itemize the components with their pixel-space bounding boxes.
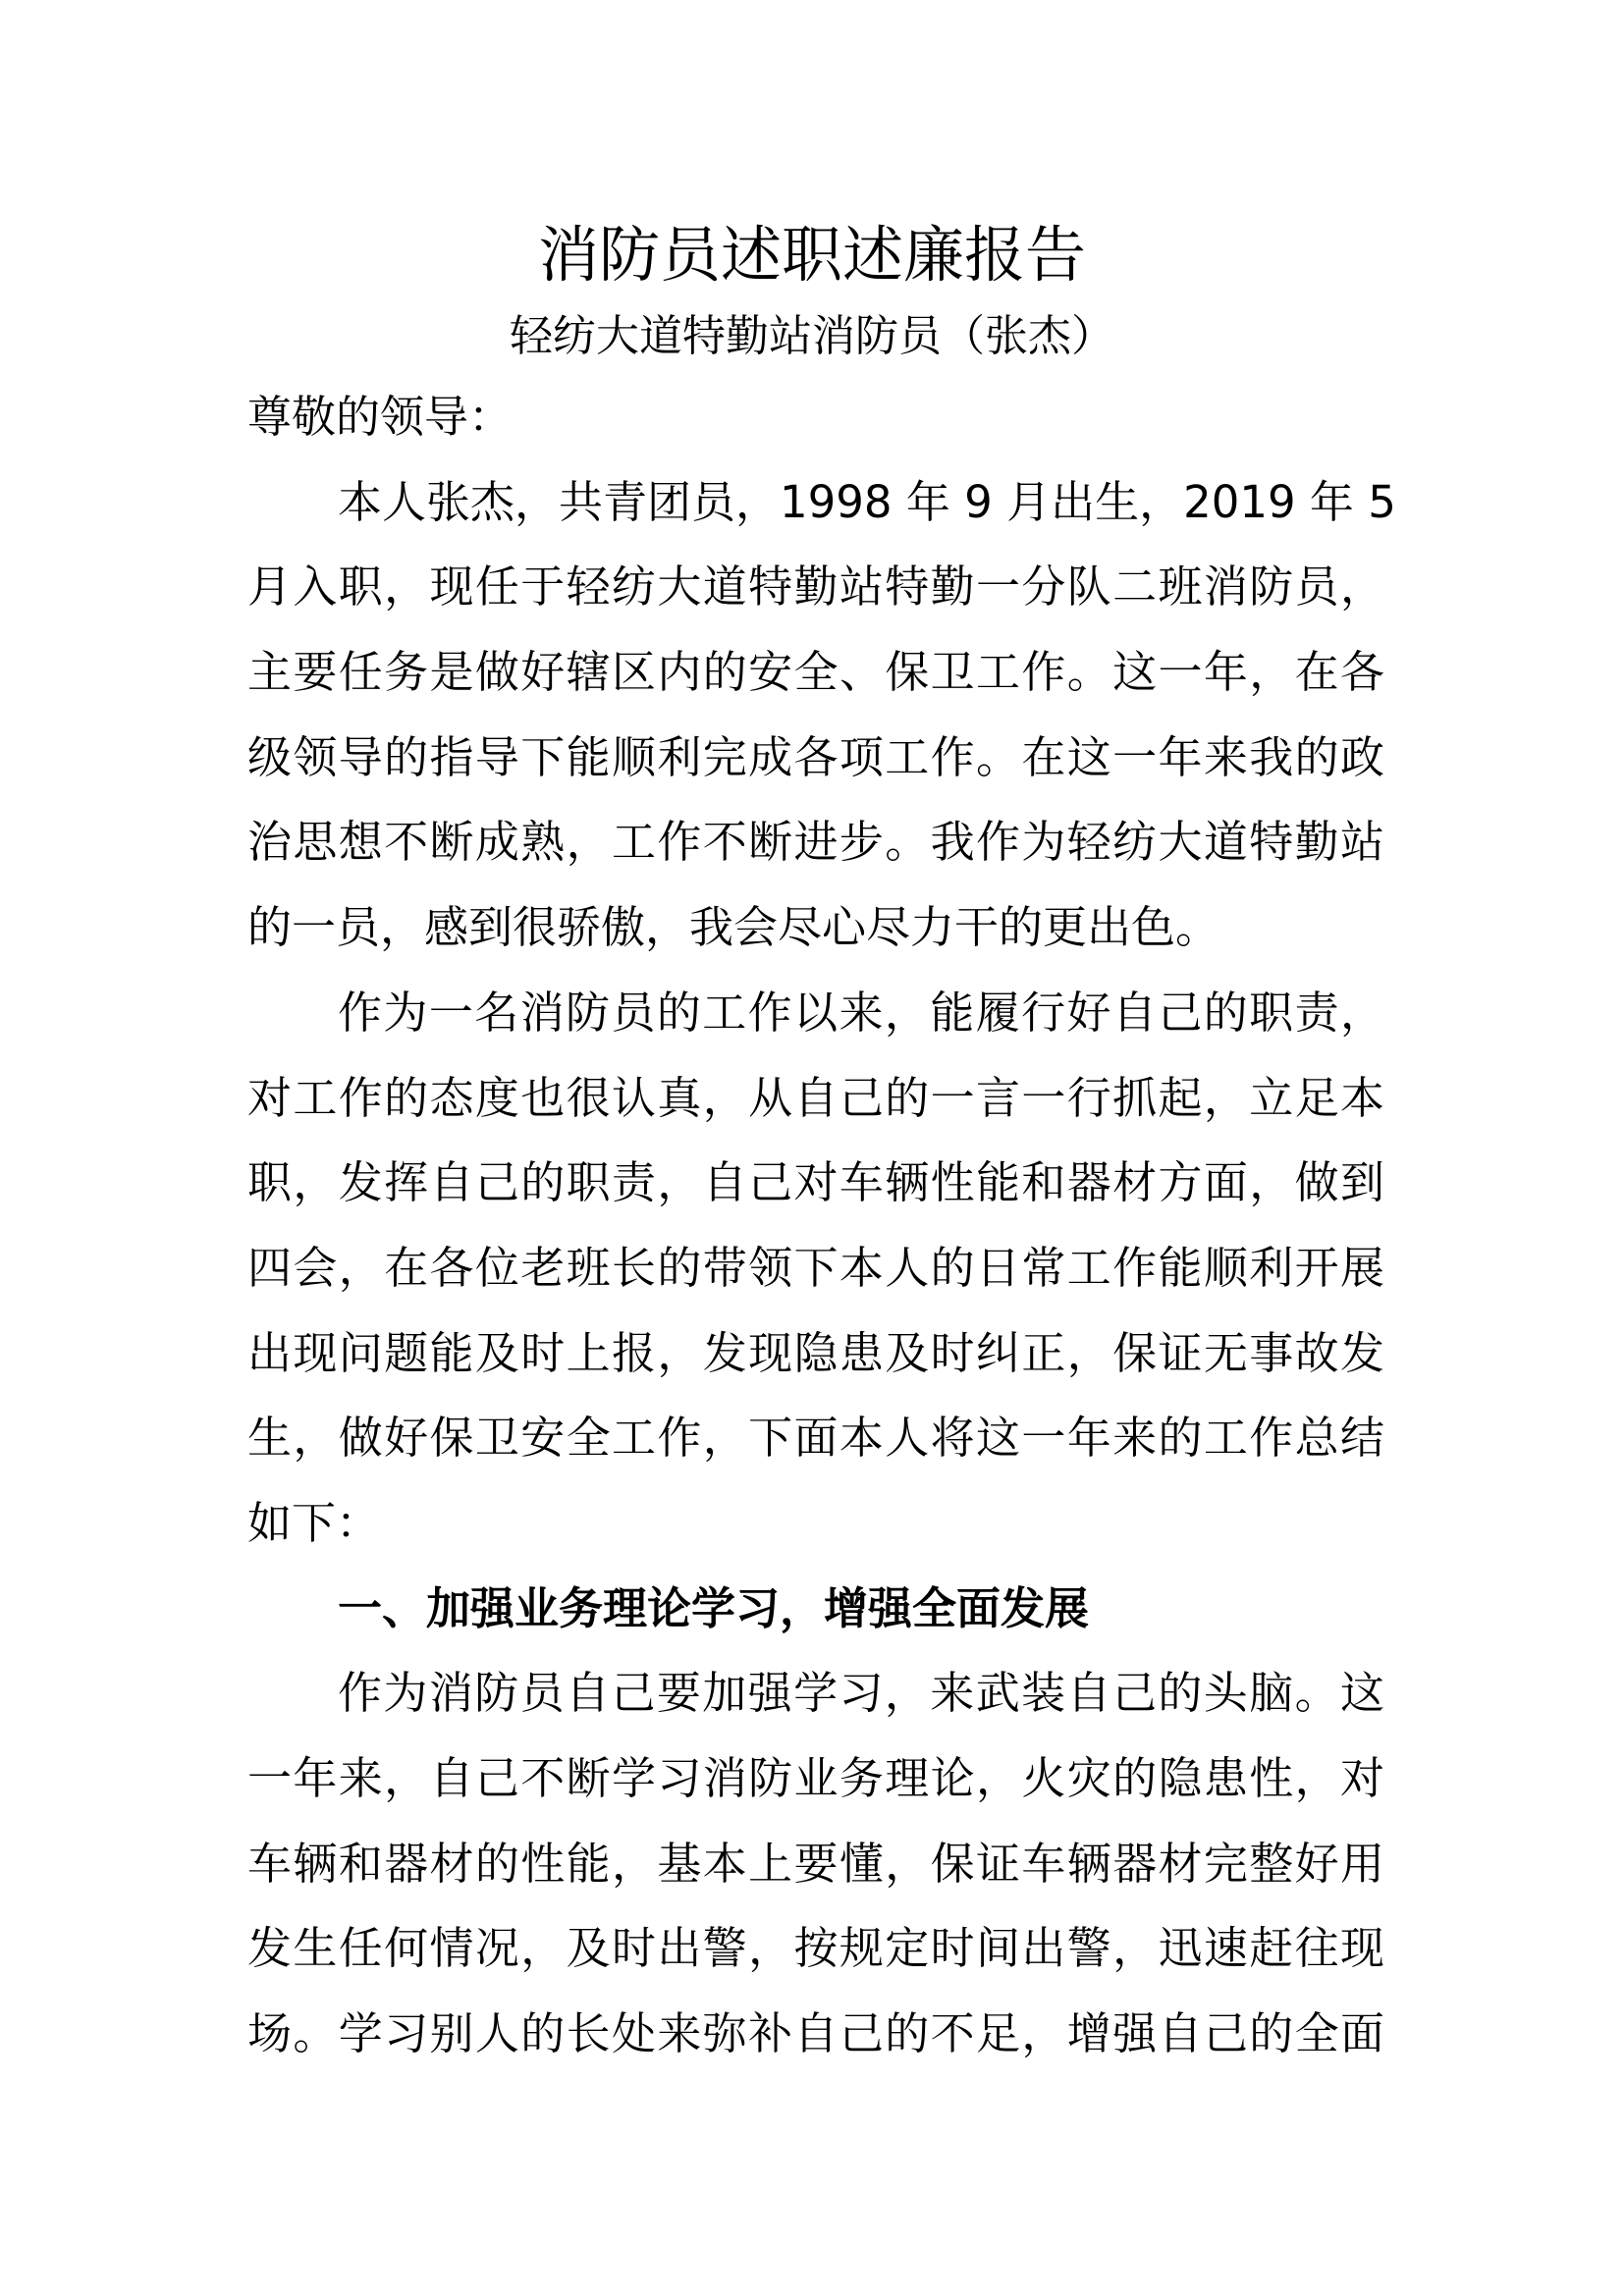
paragraph-intro: [247, 460, 1396, 971]
text-line: 治思想不断成熟，工作不断进步。我作为轻纺大道特勤站: [247, 816, 1384, 869]
document-subtitle: 轻纺大道特勤站消防员（张杰）: [510, 311, 1114, 361]
text-line: 主要任务是做好辖区内的安全、保卫工作。这一年，在各: [247, 646, 1384, 699]
text-line: 一年来，自己不断学习消防业务理论，火灾的隐患性，对: [247, 1752, 1384, 1804]
text-line: 车辆和器材的性能，基本上要懂，保证车辆器材完整好用: [247, 1837, 1384, 1890]
text-line: 职，发挥自己的职责，自己对车辆性能和器材方面，做到: [247, 1156, 1384, 1209]
text-line: 月入职，现任于轻纺大道特勤站特勤一分队二班消防员，: [247, 561, 1384, 614]
text-line: 级领导的指导下能顺利完成各项工作。在这一年来我的政: [247, 730, 1384, 783]
text-line: 生，做好保卫安全工作，下面本人将这一年来的工作总结: [247, 1412, 1384, 1465]
text-line: 出现问题能及时上报，发现隐患及时纠正，保证无事故发: [247, 1326, 1384, 1379]
text-line: 发生任何情况，及时出警，按规定时间出警，迅速赶往现: [247, 1922, 1384, 1975]
text-line: 的一员，感到很骄傲，我会尽心尽力干的更出色。: [247, 901, 1220, 954]
text-line: 场。学习别人的长处来弥补自己的不足，增强自己的全面: [247, 2007, 1384, 2060]
text-line: 对工作的态度也很认真，从自己的一言一行抓起，立足本: [247, 1071, 1384, 1124]
text-line: 作为一名消防员的工作以来，能履行好自己的职责，: [338, 986, 1384, 1039]
document-title: 消防员述职述廉报告: [537, 219, 1086, 291]
document-body: [247, 375, 1396, 2077]
text-line: 作为消防员自己要加强学习，来武装自己的头脑。这: [338, 1667, 1384, 1720]
section-heading: 一、加强业务理论学习，增强全面发展: [338, 1581, 1090, 1634]
text-line: 本人张杰，共青团员，1998 年 9 月出生，2019 年 5: [338, 475, 1396, 528]
greeting: 尊敬的领导：: [247, 391, 514, 443]
text-line: 四会，在各位老班长的带领下本人的日常工作能顺利开展: [247, 1241, 1384, 1294]
text-line: 如下：: [247, 1496, 381, 1549]
paragraph-duties: [247, 971, 1384, 1567]
paragraph-study: [247, 1651, 1384, 2076]
